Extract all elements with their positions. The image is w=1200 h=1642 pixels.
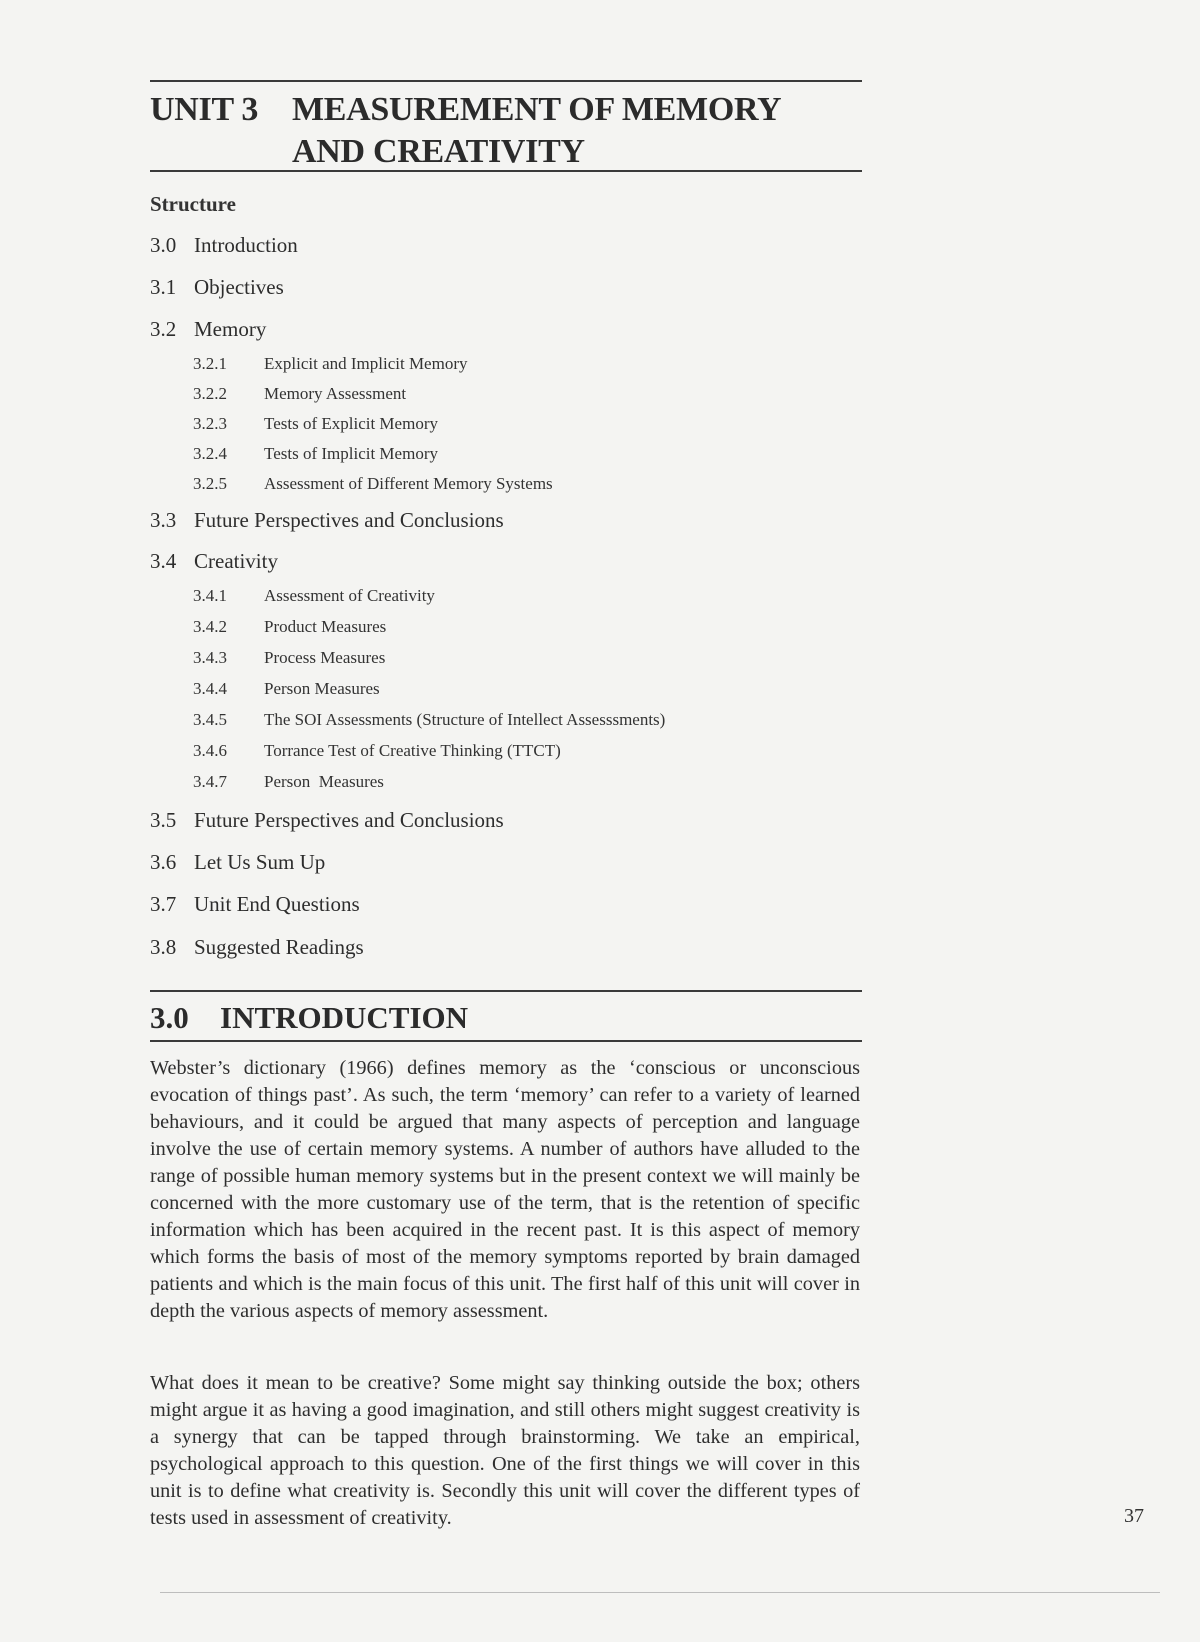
toc-subitem <box>193 444 438 464</box>
toc-subitem <box>193 710 665 730</box>
toc-item-label: Objectives <box>194 275 284 299</box>
toc-subitem-label: Person Measures <box>264 772 384 791</box>
toc-item-number: 3.1 <box>150 275 177 299</box>
toc-subitem <box>193 772 384 792</box>
toc-subitem-label: Memory Assessment <box>264 384 407 403</box>
section-bottom-rule <box>150 1040 862 1042</box>
toc-subitem-label: Product Measures <box>264 617 387 636</box>
toc-item-number: 3.0 <box>150 233 177 257</box>
toc-subitem-number: 3.2.4 <box>193 444 227 463</box>
toc-subitem <box>193 414 438 434</box>
toc-subitem <box>193 741 561 761</box>
toc-subitem <box>193 474 553 494</box>
toc-item <box>150 850 325 875</box>
toc-item <box>150 935 364 960</box>
toc-subitem-number: 3.4.5 <box>193 710 227 729</box>
toc-subitem-number: 3.4.4 <box>193 679 227 698</box>
scan-edge-line <box>160 1592 1160 1593</box>
toc-item-label: Let Us Sum Up <box>194 850 326 874</box>
toc-item-label: Creativity <box>194 549 278 573</box>
toc-subitem-label: Torrance Test of Creative Thinking (TTCT) <box>264 741 561 760</box>
toc-item-label: Memory <box>194 317 267 341</box>
section-number: 3.0 <box>150 1000 189 1035</box>
toc-subitem-number: 3.4.6 <box>193 741 227 760</box>
title-bottom-rule <box>150 170 862 172</box>
toc-item-number: 3.3 <box>150 508 177 532</box>
toc-item-number: 3.7 <box>150 892 177 916</box>
toc-subitem-label: Assessment of Different Memory Systems <box>264 474 553 493</box>
toc-item-number: 3.6 <box>150 850 177 874</box>
toc-item-number: 3.2 <box>150 317 177 341</box>
toc-item-number: 3.4 <box>150 549 177 573</box>
title-top-rule <box>150 80 862 82</box>
intro-paragraph-2: What does it mean to be creative? Some might say thinking outside the box; others might argue it as having a good imagination, and still others might suggest creativity is a synergy that can be tapped through brainstorming. We take an empirical, psychological approach to this question. One of the first things we will cover in this unit is to define what creativity is. Secondly this unit will cover the different types of tests used in assessment of creativity. <box>150 1372 860 1529</box>
section-title: INTRODUCTION <box>220 1000 469 1035</box>
toc-item <box>150 808 504 833</box>
toc-item <box>150 508 504 533</box>
toc-subitem-label: Tests of Implicit Memory <box>264 444 438 463</box>
unit-number: UNIT 3 <box>150 91 259 128</box>
toc-subitem-label: Assessment of Creativity <box>264 586 435 605</box>
toc-subitem-number: 3.4.1 <box>193 586 227 605</box>
toc-item <box>150 892 360 917</box>
toc-subitem-number: 3.4.7 <box>193 772 227 791</box>
toc-item-label: Introduction <box>194 233 298 257</box>
toc-subitem-label: Tests of Explicit Memory <box>264 414 438 433</box>
section-top-rule <box>150 990 862 992</box>
toc-item <box>150 233 298 258</box>
toc-item-label: Future Perspectives and Conclusions <box>194 808 504 832</box>
toc-subitem-label: The SOI Assessments (Structure of Intellect Assesssments) <box>264 710 666 729</box>
toc-subitem-label: Explicit and Implicit Memory <box>264 354 468 373</box>
toc-item-label: Future Perspectives and Conclusions <box>194 508 504 532</box>
toc-subitem-number: 3.4.3 <box>193 648 227 667</box>
page-number: 37 <box>1124 1505 1144 1527</box>
toc-item-number: 3.5 <box>150 808 177 832</box>
toc-subitem-number: 3.4.2 <box>193 617 227 636</box>
toc-subitem-label: Process Measures <box>264 648 386 667</box>
toc-subitem <box>193 354 468 374</box>
toc-subitem-number: 3.2.1 <box>193 354 227 373</box>
toc-subitem-number: 3.2.3 <box>193 414 227 433</box>
unit-title-line-2: AND CREATIVITY <box>292 133 585 170</box>
structure-heading: Structure <box>150 192 236 216</box>
toc-subitem <box>193 384 406 404</box>
section-heading <box>150 1000 468 1036</box>
toc-item-number: 3.8 <box>150 935 177 959</box>
toc-subitem <box>193 648 385 668</box>
toc-item <box>150 317 266 342</box>
toc-item-label: Suggested Readings <box>194 935 364 959</box>
toc-item <box>150 549 278 574</box>
toc-subitem <box>193 617 386 637</box>
intro-paragraph-1: Webster’s dictionary (1966) defines memory as the ‘conscious or unconscious evocation of things past’. As such, the term ‘memory’ can refer to a variety of learned behaviours, and it could be argued that many aspects of perception and language involve the use of certain memory systems. A number of authors have alluded to the range of possible human memory systems but in the present context we will mainly be concerned with the more customary use of the term, that is the retention of specific information which has been acquired in the recent past. It is this aspect of memory which forms the basis of most of the memory symptoms reported by brain damaged patients and which is the main focus of this unit. The first half of this unit will cover in depth the various aspects of memory assessment. <box>150 1057 860 1322</box>
toc-item-label: Unit End Questions <box>194 892 360 916</box>
toc-subitem-number: 3.2.2 <box>193 384 227 403</box>
toc-subitem <box>193 679 380 699</box>
toc-subitem <box>193 586 435 606</box>
unit-title-line-1: MEASUREMENT OF MEMORY <box>292 91 782 128</box>
toc-subitem-number: 3.2.5 <box>193 474 227 493</box>
toc-item <box>150 275 284 300</box>
toc-subitem-label: Person Measures <box>264 679 380 698</box>
